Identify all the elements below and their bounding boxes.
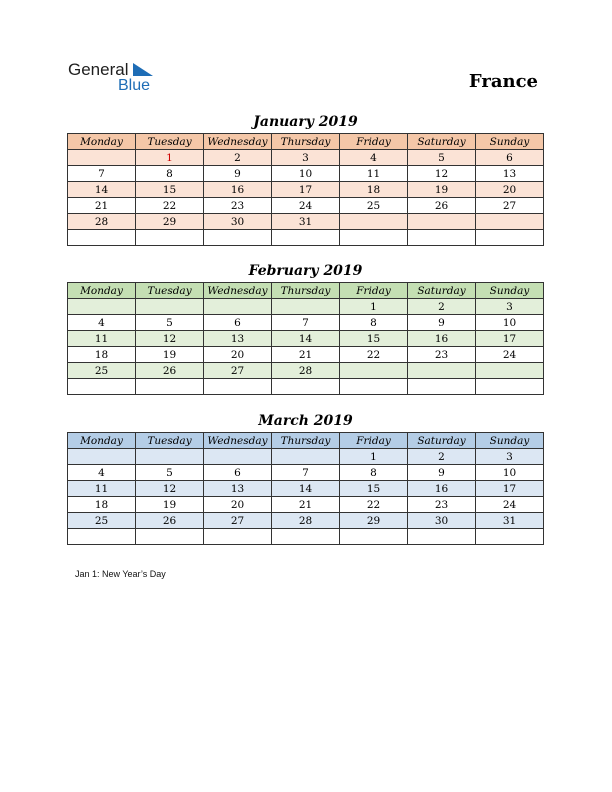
day-cell: 9: [408, 465, 476, 481]
day-cell: [204, 449, 272, 465]
day-cell: 8: [340, 315, 408, 331]
day-cell: 16: [408, 481, 476, 497]
country-title: France: [468, 71, 538, 92]
day-cell: 6: [204, 315, 272, 331]
day-cell: 13: [204, 481, 272, 497]
day-cell: 17: [272, 182, 340, 198]
day-cell: 24: [476, 497, 544, 513]
day-cell: [68, 449, 136, 465]
day-cell: 12: [136, 331, 204, 347]
day-cell: 19: [136, 497, 204, 513]
day-cell: 4: [340, 150, 408, 166]
calendar-body: [68, 150, 544, 246]
weekday-header: Monday: [68, 134, 136, 150]
day-cell: [408, 214, 476, 230]
day-cell: 25: [68, 513, 136, 529]
week-row: [68, 449, 544, 465]
week-row: [68, 198, 544, 214]
day-cell: [272, 299, 340, 315]
day-cell: [408, 230, 476, 246]
weekday-header: Tuesday: [136, 283, 204, 299]
day-cell: [476, 529, 544, 545]
day-cell: 2: [204, 150, 272, 166]
day-cell: 14: [272, 481, 340, 497]
weekday-header: Friday: [340, 283, 408, 299]
day-cell: 28: [68, 214, 136, 230]
day-cell: [136, 299, 204, 315]
weekday-header: Wednesday: [204, 433, 272, 449]
day-cell: 15: [340, 331, 408, 347]
day-cell: 13: [476, 166, 544, 182]
day-cell: 10: [476, 465, 544, 481]
day-cell: 21: [68, 198, 136, 214]
day-cell: [136, 379, 204, 395]
day-cell: 3: [476, 299, 544, 315]
weekday-header-row: [68, 433, 544, 449]
day-cell: 19: [408, 182, 476, 198]
day-cell: 26: [136, 363, 204, 379]
weekday-header: Wednesday: [204, 134, 272, 150]
day-cell: 20: [476, 182, 544, 198]
weekday-header: Sunday: [476, 283, 544, 299]
day-cell: [476, 363, 544, 379]
day-cell: 24: [272, 198, 340, 214]
day-cell: [476, 214, 544, 230]
day-cell: 8: [136, 166, 204, 182]
day-cell: [204, 299, 272, 315]
day-cell: 2: [408, 299, 476, 315]
weekday-header: Saturday: [408, 283, 476, 299]
day-cell: 18: [68, 497, 136, 513]
month-january: [67, 112, 544, 246]
day-cell: 1: [136, 150, 204, 166]
day-cell: 8: [340, 465, 408, 481]
day-cell: 4: [68, 315, 136, 331]
day-cell: 16: [204, 182, 272, 198]
week-row: [68, 166, 544, 182]
day-cell: 23: [204, 198, 272, 214]
week-row: [68, 529, 544, 545]
day-cell: 7: [68, 166, 136, 182]
month-title: January 2019: [253, 114, 358, 130]
day-cell: 20: [204, 497, 272, 513]
holiday-notes: [75, 569, 166, 579]
weekday-header: Thursday: [272, 134, 340, 150]
day-cell: 9: [204, 166, 272, 182]
week-row: [68, 347, 544, 363]
day-cell: [204, 230, 272, 246]
weekday-header: Sunday: [476, 134, 544, 150]
day-cell: 23: [408, 347, 476, 363]
day-cell: 14: [272, 331, 340, 347]
day-cell: [136, 529, 204, 545]
day-cell: [68, 230, 136, 246]
week-row: [68, 363, 544, 379]
day-cell: [272, 230, 340, 246]
day-cell: 9: [408, 315, 476, 331]
day-cell: 10: [272, 166, 340, 182]
day-cell: 5: [136, 465, 204, 481]
day-cell: 20: [204, 347, 272, 363]
day-cell: [476, 379, 544, 395]
week-row: [68, 230, 544, 246]
day-cell: [340, 230, 408, 246]
day-cell: 18: [68, 347, 136, 363]
day-cell: 11: [340, 166, 408, 182]
day-cell: 26: [408, 198, 476, 214]
month-title: March 2019: [258, 413, 353, 429]
weekday-header: Saturday: [408, 433, 476, 449]
day-cell: 26: [136, 513, 204, 529]
day-cell: [340, 363, 408, 379]
day-cell: [340, 529, 408, 545]
brand-logo: [68, 60, 168, 98]
day-cell: 28: [272, 363, 340, 379]
day-cell: [340, 379, 408, 395]
day-cell: 31: [476, 513, 544, 529]
week-row: [68, 513, 544, 529]
day-cell: [408, 379, 476, 395]
day-cell: 29: [136, 214, 204, 230]
day-cell: 27: [204, 363, 272, 379]
day-cell: 31: [272, 214, 340, 230]
day-cell: [204, 529, 272, 545]
day-cell: [272, 529, 340, 545]
week-row: [68, 214, 544, 230]
day-cell: 6: [476, 150, 544, 166]
day-cell: 25: [68, 363, 136, 379]
week-row: [68, 497, 544, 513]
day-cell: 4: [68, 465, 136, 481]
day-cell: [68, 379, 136, 395]
week-row: [68, 481, 544, 497]
day-cell: [136, 230, 204, 246]
day-cell: [408, 363, 476, 379]
weekday-header: Monday: [68, 433, 136, 449]
brand-word-blue: Blue: [118, 77, 151, 94]
day-cell: 25: [340, 198, 408, 214]
day-cell: [272, 379, 340, 395]
day-cell: 28: [272, 513, 340, 529]
calendar-table: [67, 432, 544, 545]
day-cell: 18: [340, 182, 408, 198]
day-cell: 19: [136, 347, 204, 363]
day-cell: 5: [408, 150, 476, 166]
day-cell: 22: [136, 198, 204, 214]
day-cell: 12: [136, 481, 204, 497]
week-row: [68, 150, 544, 166]
day-cell: 6: [204, 465, 272, 481]
day-cell: 17: [476, 481, 544, 497]
day-cell: 14: [68, 182, 136, 198]
day-cell: 11: [68, 481, 136, 497]
day-cell: 10: [476, 315, 544, 331]
day-cell: 5: [136, 315, 204, 331]
day-cell: 22: [340, 347, 408, 363]
day-cell: [272, 449, 340, 465]
logo-flag-icon: [133, 63, 153, 77]
week-row: [68, 465, 544, 481]
day-cell: 3: [476, 449, 544, 465]
day-cell: [68, 150, 136, 166]
brand-word-general: General: [68, 60, 129, 79]
weekday-header: Monday: [68, 283, 136, 299]
day-cell: 16: [408, 331, 476, 347]
holiday-note: Jan 1: New Year’s Day: [75, 569, 166, 579]
day-cell: 22: [340, 497, 408, 513]
week-row: [68, 182, 544, 198]
day-cell: [408, 529, 476, 545]
weekday-header-row: [68, 134, 544, 150]
month-title: February 2019: [248, 263, 363, 279]
day-cell: 12: [408, 166, 476, 182]
day-cell: [476, 230, 544, 246]
day-cell: 30: [408, 513, 476, 529]
month-march: [67, 411, 544, 545]
day-cell: [340, 214, 408, 230]
weekday-header: Sunday: [476, 433, 544, 449]
day-cell: 3: [272, 150, 340, 166]
day-cell: 23: [408, 497, 476, 513]
weekday-header: Tuesday: [136, 134, 204, 150]
calendar-table: [67, 133, 544, 246]
day-cell: 24: [476, 347, 544, 363]
weekday-header: Friday: [340, 134, 408, 150]
weekday-header: Thursday: [272, 283, 340, 299]
week-row: [68, 315, 544, 331]
day-cell: 21: [272, 347, 340, 363]
day-cell: 1: [340, 299, 408, 315]
week-row: [68, 331, 544, 347]
calendar-body: [68, 299, 544, 395]
weekday-header: Friday: [340, 433, 408, 449]
day-cell: 30: [204, 214, 272, 230]
month-february: [67, 261, 544, 395]
day-cell: [204, 379, 272, 395]
day-cell: 11: [68, 331, 136, 347]
day-cell: 1: [340, 449, 408, 465]
calendar-body: [68, 449, 544, 545]
day-cell: [68, 529, 136, 545]
week-row: [68, 379, 544, 395]
day-cell: 17: [476, 331, 544, 347]
day-cell: 2: [408, 449, 476, 465]
day-cell: [136, 449, 204, 465]
day-cell: 29: [340, 513, 408, 529]
day-cell: 7: [272, 315, 340, 331]
week-row: [68, 299, 544, 315]
day-cell: 7: [272, 465, 340, 481]
weekday-header-row: [68, 283, 544, 299]
day-cell: 21: [272, 497, 340, 513]
day-cell: [68, 299, 136, 315]
day-cell: 15: [340, 481, 408, 497]
day-cell: 27: [476, 198, 544, 214]
day-cell: 15: [136, 182, 204, 198]
day-cell: 13: [204, 331, 272, 347]
day-cell: 27: [204, 513, 272, 529]
weekday-header: Thursday: [272, 433, 340, 449]
weekday-header: Saturday: [408, 134, 476, 150]
weekday-header: Tuesday: [136, 433, 204, 449]
weekday-header: Wednesday: [204, 283, 272, 299]
calendar-table: [67, 282, 544, 395]
